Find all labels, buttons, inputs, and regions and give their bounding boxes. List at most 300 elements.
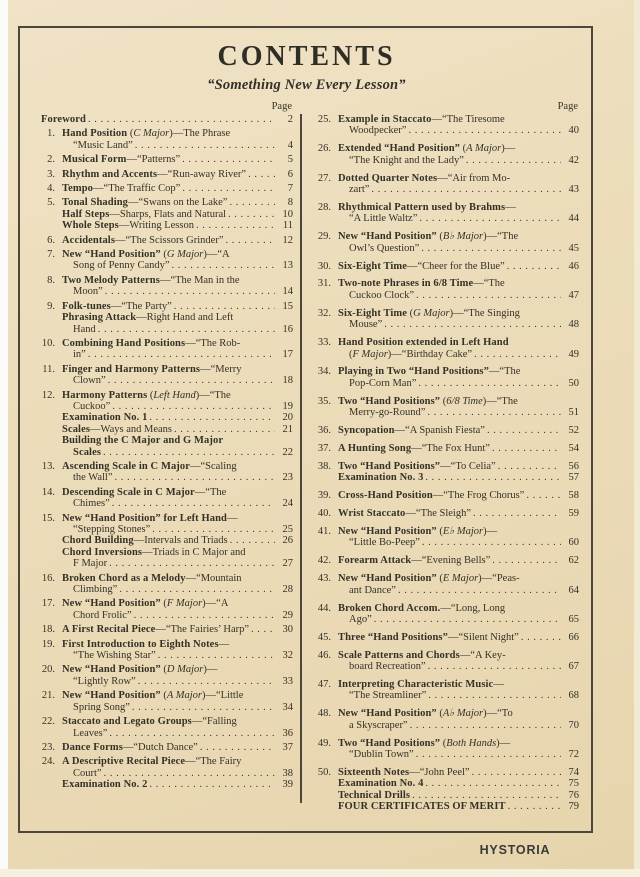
entry-number: 16. bbox=[41, 572, 55, 584]
toc-line bbox=[338, 337, 579, 348]
toc-line bbox=[62, 312, 293, 323]
entry-number: 17. bbox=[41, 598, 55, 610]
entry-text: “The Streamliner” bbox=[349, 690, 427, 702]
dot-leader bbox=[108, 375, 275, 386]
entry-text: Scales—Ways and Means bbox=[62, 423, 172, 435]
entry-page-number: 44 bbox=[568, 213, 579, 225]
dot-leader bbox=[427, 407, 561, 418]
entry-text: Playing in Two “Hand Positions”—“The bbox=[338, 366, 521, 378]
toc-line bbox=[62, 756, 293, 767]
entry-body bbox=[55, 742, 293, 753]
toc-line bbox=[338, 679, 579, 690]
dot-leader bbox=[174, 301, 275, 312]
toc-entry bbox=[34, 169, 293, 180]
entry-body bbox=[55, 249, 293, 272]
entry-text: Folk-tunes—“The Party” bbox=[62, 300, 172, 312]
toc-line bbox=[62, 524, 293, 535]
dot-leader bbox=[149, 779, 275, 790]
entry-number: 27. bbox=[317, 172, 331, 184]
entry-body bbox=[55, 598, 293, 621]
dot-leader bbox=[498, 461, 561, 472]
toc-line bbox=[338, 585, 579, 596]
entry-page-number: 39 bbox=[282, 779, 293, 791]
toc-line bbox=[338, 650, 579, 661]
page-border-frame bbox=[18, 26, 593, 833]
entry-page-number: 4 bbox=[287, 139, 293, 151]
entry-number: 25. bbox=[317, 114, 331, 125]
entry-number: 9. bbox=[47, 300, 55, 312]
entry-text: Musical Form—“Patterns” bbox=[62, 154, 181, 166]
entry-page-number: 11 bbox=[282, 220, 293, 232]
dot-leader bbox=[508, 801, 561, 812]
dot-leader bbox=[138, 676, 275, 687]
entry-text: “Stepping Stones” bbox=[73, 524, 151, 535]
entry-number: 35. bbox=[317, 395, 331, 407]
entry-page-number: 19 bbox=[282, 400, 293, 412]
entry-number: 28. bbox=[317, 201, 331, 213]
toc-line bbox=[338, 767, 579, 778]
toc-line bbox=[338, 349, 579, 360]
toc-line bbox=[62, 513, 293, 524]
entry-body bbox=[55, 275, 293, 298]
entry-text: Technical Drills bbox=[338, 789, 411, 801]
entry-text: Two “Hand Positions” (Both Hands)— bbox=[338, 737, 511, 749]
entry-page-number: 21 bbox=[282, 423, 293, 435]
entry-text: Chord Frolic” bbox=[73, 609, 132, 621]
dot-leader bbox=[474, 349, 561, 360]
entry-number: 23. bbox=[41, 741, 55, 753]
toc-entry bbox=[34, 624, 293, 635]
toc-line bbox=[62, 169, 293, 180]
entry-text: Staccato and Legato Groups—“Falling bbox=[62, 716, 237, 728]
entry-text: Chord Building—Intervals and Triads bbox=[62, 535, 228, 547]
entry-text: New “Hand Position” (D Major)— bbox=[62, 664, 218, 676]
entry-text: Three “Hand Positions”—“Silent Night” bbox=[338, 631, 519, 643]
dot-leader bbox=[473, 508, 561, 519]
entry-page-number: 79 bbox=[568, 801, 579, 813]
entry-number: 45. bbox=[317, 631, 331, 643]
toc-columns bbox=[34, 101, 579, 819]
entry-text: ant Dance” bbox=[349, 584, 396, 596]
entry-page-number: 24 bbox=[282, 498, 293, 510]
toc-entry bbox=[34, 513, 293, 570]
entry-text: Hand Position extended in Left Hand bbox=[338, 337, 509, 349]
dot-leader bbox=[134, 610, 275, 621]
entry-page-number: 56 bbox=[568, 460, 579, 472]
toc-line bbox=[338, 461, 579, 472]
dot-leader bbox=[174, 424, 275, 435]
entry-number: 30. bbox=[317, 260, 331, 272]
entry-number: 44. bbox=[317, 602, 331, 614]
toc-line bbox=[62, 249, 293, 260]
entry-page-number: 26 bbox=[282, 535, 293, 547]
dot-leader bbox=[507, 261, 561, 272]
toc-entry bbox=[310, 202, 579, 225]
entry-text: Examination No. 4 bbox=[338, 778, 424, 790]
entry-number: 46. bbox=[317, 649, 331, 661]
toc-line bbox=[62, 128, 293, 139]
dot-leader bbox=[428, 661, 561, 672]
toc-line bbox=[338, 508, 579, 519]
entry-page-number: 48 bbox=[568, 319, 579, 331]
toc-line bbox=[338, 472, 579, 483]
entry-body bbox=[331, 708, 579, 731]
entry-body bbox=[55, 690, 293, 713]
toc-entry bbox=[34, 114, 293, 125]
entry-body bbox=[55, 390, 293, 458]
entry-body bbox=[55, 338, 293, 361]
dot-leader bbox=[196, 220, 275, 231]
entry-text: “Little Bo-Peep” bbox=[349, 537, 420, 549]
dot-leader bbox=[135, 140, 275, 151]
entry-text: Rhythmical Pattern used by Brahms— bbox=[338, 201, 516, 213]
dot-leader bbox=[472, 767, 561, 778]
entry-text: Scale Patterns and Chords—“A Key- bbox=[338, 649, 506, 661]
entry-number: 39. bbox=[317, 490, 331, 502]
toc-entry bbox=[34, 487, 293, 510]
entry-page-number: 10 bbox=[282, 208, 293, 220]
entry-page-number: 76 bbox=[568, 789, 579, 801]
dot-leader bbox=[412, 790, 561, 801]
entry-body bbox=[331, 143, 579, 166]
toc-left-entries bbox=[34, 114, 293, 791]
toc-entry bbox=[34, 690, 293, 713]
entry-body bbox=[331, 767, 579, 813]
entry-body bbox=[34, 114, 293, 125]
toc-entry bbox=[310, 366, 579, 389]
toc-line bbox=[62, 349, 293, 360]
toc-line bbox=[338, 603, 579, 614]
entry-number: 19. bbox=[41, 638, 55, 650]
entry-number: 32. bbox=[317, 307, 331, 319]
entry-text: Broken Chord as a Melody—“Mountain bbox=[62, 572, 242, 584]
dot-leader bbox=[109, 728, 275, 739]
entry-page-number: 51 bbox=[568, 407, 579, 419]
entry-body bbox=[331, 173, 579, 196]
entry-page-number: 49 bbox=[568, 348, 579, 360]
entry-number: 8. bbox=[47, 274, 55, 286]
toc-line bbox=[338, 173, 579, 184]
entry-page-number: 70 bbox=[568, 719, 579, 731]
dot-leader bbox=[419, 213, 561, 224]
entry-number: 41. bbox=[317, 525, 331, 537]
dot-leader bbox=[112, 498, 275, 509]
toc-entry bbox=[310, 508, 579, 519]
entry-page-number: 29 bbox=[282, 609, 293, 621]
dot-leader bbox=[172, 260, 275, 271]
dot-leader bbox=[119, 584, 275, 595]
dot-leader bbox=[149, 412, 275, 423]
toc-line bbox=[338, 720, 579, 731]
entry-body bbox=[55, 154, 293, 165]
toc-entry bbox=[310, 231, 579, 254]
toc-entry bbox=[310, 425, 579, 436]
entry-number: 1. bbox=[47, 128, 55, 140]
entry-text: Examination No. 2 bbox=[62, 779, 148, 791]
toc-line bbox=[338, 396, 579, 407]
entry-text: Example in Staccato—“The Tiresome bbox=[338, 114, 505, 125]
toc-line bbox=[62, 650, 293, 661]
entry-body bbox=[55, 487, 293, 510]
entry-number: 20. bbox=[41, 664, 55, 676]
toc-entry bbox=[310, 708, 579, 731]
entry-text: Phrasing Attack—Right Hand and Left bbox=[62, 312, 234, 324]
entry-page-number: 32 bbox=[282, 650, 293, 662]
entry-body bbox=[331, 114, 579, 137]
toc-line bbox=[62, 364, 293, 375]
toc-line bbox=[62, 639, 293, 650]
toc-line bbox=[62, 220, 293, 231]
entry-text: A Descriptive Recital Piece—“The Fairy bbox=[62, 756, 242, 768]
toc-entry bbox=[310, 650, 579, 673]
entry-text: Foreword bbox=[41, 114, 86, 125]
entry-number: 22. bbox=[41, 716, 55, 728]
entry-page-number: 68 bbox=[568, 690, 579, 702]
toc-entry bbox=[310, 461, 579, 484]
toc-entry bbox=[34, 573, 293, 596]
entry-body bbox=[55, 716, 293, 739]
toc-line bbox=[62, 728, 293, 739]
entry-number: 50. bbox=[317, 766, 331, 778]
toc-entry bbox=[310, 308, 579, 331]
dot-leader bbox=[88, 349, 275, 360]
toc-line bbox=[62, 547, 293, 558]
toc-line bbox=[62, 664, 293, 675]
toc-right-column bbox=[310, 101, 579, 819]
toc-line bbox=[62, 183, 293, 194]
dot-leader bbox=[152, 524, 275, 535]
dot-leader bbox=[418, 378, 561, 389]
toc-line bbox=[62, 209, 293, 220]
dot-leader bbox=[371, 184, 561, 195]
entry-body bbox=[331, 508, 579, 519]
entry-text: Descending Scale in C Major—“The bbox=[62, 486, 227, 498]
dot-leader bbox=[492, 443, 561, 454]
entry-page-number: 47 bbox=[568, 289, 579, 301]
entry-body bbox=[331, 337, 579, 360]
toc-entry bbox=[310, 278, 579, 301]
entry-text: Rhythm and Accents—“Run-away River” bbox=[62, 168, 247, 180]
entry-text: A Hunting Song—“The Fox Hunt” bbox=[338, 442, 490, 454]
entry-page-number: 45 bbox=[568, 242, 579, 254]
entry-text: Hand bbox=[73, 323, 96, 335]
entry-text: Dance Forms—“Dutch Dance” bbox=[62, 741, 198, 753]
entry-text: Two “Hand Positions” (6/8 Time)—“The bbox=[338, 395, 518, 407]
entry-page-number: 67 bbox=[568, 661, 579, 673]
entry-text: Extended “Hand Position” (A Major)— bbox=[338, 143, 516, 155]
entry-text: Broken Chord Accom.—“Long, Long bbox=[338, 602, 506, 614]
entry-text: the Wall” bbox=[73, 472, 113, 484]
entry-page-number: 15 bbox=[282, 300, 293, 312]
entry-page-number: 2 bbox=[287, 114, 293, 125]
toc-line bbox=[62, 447, 293, 458]
entry-text: New “Hand Position” (F Major)—“A bbox=[62, 598, 229, 610]
entry-text: Sixteenth Notes—“John Peel” bbox=[338, 766, 470, 778]
entry-text: Owl’s Question” bbox=[349, 242, 420, 254]
entry-body bbox=[55, 664, 293, 687]
toc-line bbox=[62, 472, 293, 483]
entry-number: 43. bbox=[317, 573, 331, 585]
dot-leader bbox=[200, 742, 275, 753]
entry-text: Woodpecker” bbox=[349, 125, 407, 137]
entry-body bbox=[55, 183, 293, 194]
toc-line bbox=[62, 676, 293, 687]
dot-leader bbox=[410, 720, 561, 731]
dot-leader bbox=[158, 650, 275, 661]
dot-leader bbox=[398, 585, 561, 596]
entry-text: Wrist Staccato—“The Sleigh” bbox=[338, 508, 472, 520]
dot-leader bbox=[105, 286, 275, 297]
toc-line bbox=[62, 779, 293, 790]
entry-text: “A Little Waltz” bbox=[349, 213, 418, 225]
toc-entry bbox=[310, 337, 579, 360]
entry-text: Harmony Patterns (Left Hand)—“The bbox=[62, 389, 231, 401]
toc-entry bbox=[34, 235, 293, 246]
entry-text: Ago” bbox=[349, 613, 372, 625]
toc-line bbox=[62, 487, 293, 498]
entry-body bbox=[55, 197, 293, 231]
toc-line bbox=[62, 260, 293, 271]
page-title: CONTENTS bbox=[217, 41, 396, 72]
entry-page-number: 7 bbox=[287, 183, 293, 195]
toc-entry bbox=[310, 173, 579, 196]
entry-text: Cuckoo” bbox=[73, 400, 111, 412]
dot-leader bbox=[226, 235, 276, 246]
entry-text: a Skyscraper” bbox=[349, 719, 408, 731]
toc-line bbox=[338, 378, 579, 389]
toc-line bbox=[62, 584, 293, 595]
dot-leader bbox=[487, 425, 561, 436]
entry-body bbox=[55, 573, 293, 596]
entry-body bbox=[331, 603, 579, 626]
entry-page-number: 17 bbox=[282, 349, 293, 361]
toc-line bbox=[338, 749, 579, 760]
dot-leader bbox=[425, 472, 561, 483]
entry-number: 33. bbox=[317, 337, 331, 349]
toc-line bbox=[62, 401, 293, 412]
entry-page-number: 37 bbox=[282, 741, 293, 753]
toc-line bbox=[62, 498, 293, 509]
toc-line bbox=[62, 742, 293, 753]
dot-leader bbox=[104, 768, 275, 779]
entry-text: Two-note Phrases in 6/8 Time—“The bbox=[338, 278, 505, 290]
toc-line bbox=[338, 537, 579, 548]
entry-text: New “Hand Position” (E Major)—“Peas- bbox=[338, 573, 520, 585]
toc-entry bbox=[34, 664, 293, 687]
entry-page-number: 13 bbox=[282, 260, 293, 272]
toc-entry bbox=[34, 128, 293, 151]
entry-text: Half Steps—Sharps, Flats and Natural bbox=[62, 208, 227, 220]
dot-leader bbox=[115, 472, 276, 483]
entry-text: New “Hand Position” (E♭ Major)— bbox=[338, 525, 498, 537]
scan-edge-right bbox=[634, 0, 640, 877]
entry-text: Forearm Attack—“Evening Bells” bbox=[338, 555, 491, 567]
entry-text: Combining Hand Positions—“The Rob- bbox=[62, 337, 241, 349]
entry-page-number: 25 bbox=[282, 524, 293, 535]
entry-page-number: 18 bbox=[282, 375, 293, 387]
entry-number: 12. bbox=[41, 389, 55, 401]
entry-text: FOUR CERTIFICATES OF MERIT bbox=[338, 801, 506, 813]
entry-body bbox=[331, 278, 579, 301]
toc-line bbox=[62, 624, 293, 635]
toc-entry bbox=[310, 261, 579, 272]
toc-line bbox=[62, 598, 293, 609]
entry-text: board Recreation” bbox=[349, 661, 426, 673]
entry-body bbox=[331, 679, 579, 702]
entry-number: 37. bbox=[317, 442, 331, 454]
toc-entry bbox=[310, 603, 579, 626]
entry-text: A First Recital Piece—“The Fairies’ Harp” bbox=[62, 624, 250, 636]
toc-line bbox=[338, 790, 579, 801]
toc-line bbox=[62, 768, 293, 779]
entry-number: 26. bbox=[317, 143, 331, 155]
entry-page-number: 74 bbox=[568, 766, 579, 778]
entry-text: Tempo—“The Traffic Cop” bbox=[62, 183, 181, 195]
dot-leader bbox=[416, 749, 561, 760]
entry-body bbox=[331, 555, 579, 566]
entry-number: 11. bbox=[42, 363, 55, 375]
entry-number: 18. bbox=[41, 624, 55, 636]
entry-text: Examination No. 1 bbox=[62, 412, 148, 424]
entry-page-number: 75 bbox=[568, 778, 579, 790]
toc-line bbox=[338, 708, 579, 719]
entry-body bbox=[331, 443, 579, 454]
scan-edge-left bbox=[0, 0, 8, 877]
entry-text: in” bbox=[73, 349, 86, 361]
dot-leader bbox=[492, 555, 561, 566]
watermark: HYSTORIA bbox=[479, 843, 551, 857]
toc-entry bbox=[310, 679, 579, 702]
toc-line bbox=[338, 202, 579, 213]
toc-line bbox=[338, 308, 579, 319]
toc-entry bbox=[34, 756, 293, 790]
toc-line bbox=[62, 424, 293, 435]
entry-number: 3. bbox=[47, 168, 55, 180]
entry-text: Scales bbox=[73, 446, 102, 458]
entry-page-number: 23 bbox=[282, 472, 293, 484]
toc-line bbox=[338, 661, 579, 672]
entry-text: New “Hand Position” for Left Hand— bbox=[62, 512, 238, 524]
entry-text: Ascending Scale in C Major—“Scaling bbox=[62, 460, 237, 472]
entry-body bbox=[331, 202, 579, 225]
entry-text: “Music Land” bbox=[73, 139, 133, 151]
entry-number: 5. bbox=[47, 197, 55, 209]
toc-line bbox=[62, 275, 293, 286]
toc-line bbox=[62, 197, 293, 208]
dot-leader bbox=[408, 125, 561, 136]
entry-body bbox=[331, 650, 579, 673]
entry-body bbox=[331, 425, 579, 436]
entry-page-number: 46 bbox=[568, 260, 579, 272]
toc-line bbox=[62, 573, 293, 584]
entry-page-number: 40 bbox=[568, 125, 579, 137]
entry-text: (F Major)—“Birthday Cake” bbox=[349, 348, 473, 360]
entry-number: 48. bbox=[317, 708, 331, 720]
entry-text: New “Hand Position” (G Major)—“A bbox=[62, 249, 230, 261]
entry-page-number: 60 bbox=[568, 537, 579, 549]
toc-line bbox=[41, 114, 293, 125]
entry-page-number: 34 bbox=[282, 701, 293, 713]
entry-page-number: 50 bbox=[568, 377, 579, 389]
entry-number: 42. bbox=[317, 555, 331, 567]
dot-leader bbox=[425, 778, 561, 789]
toc-line bbox=[62, 435, 293, 446]
toc-entry bbox=[34, 364, 293, 387]
entry-number: 2. bbox=[47, 154, 55, 166]
entry-number: 7. bbox=[47, 249, 55, 261]
toc-line bbox=[338, 526, 579, 537]
entry-number: 21. bbox=[41, 690, 55, 702]
